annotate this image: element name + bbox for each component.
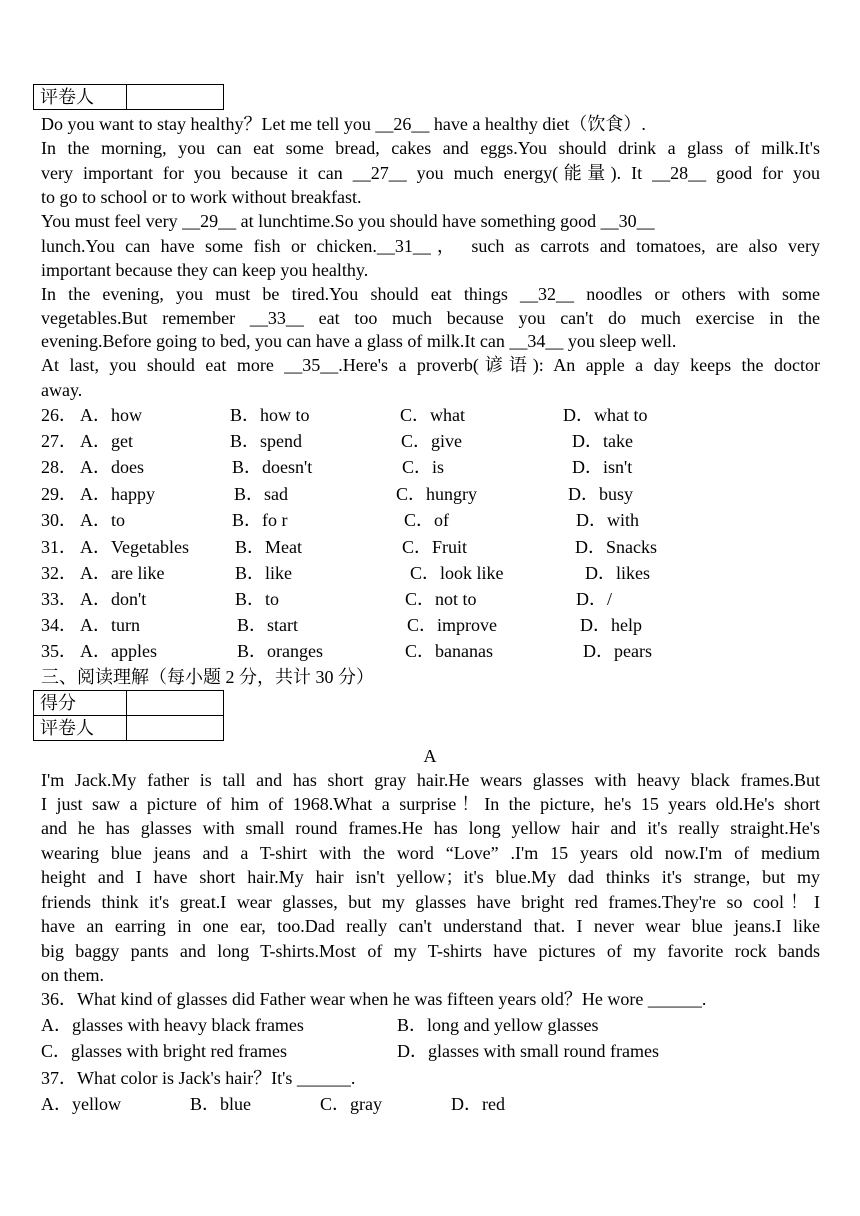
cloze-line: evening.Before going to bed, you can have a glass of milk.It can __34__ you sleep well.: [41, 331, 677, 351]
question-stem: 36．What kind of glasses did Father wear when he was fifteen years old？He wore ______.: [41, 989, 707, 1009]
option-c[interactable]: C．Fruit: [402, 537, 468, 557]
option-a[interactable]: A．glasses with heavy black frames: [41, 1015, 304, 1035]
option-b[interactable]: B．doesn't: [232, 457, 313, 477]
option-d[interactable]: D．with: [576, 510, 639, 530]
option-d[interactable]: D．what to: [563, 405, 648, 425]
option-a[interactable]: A．turn: [80, 615, 140, 635]
option-c[interactable]: C．look like: [410, 563, 504, 583]
option-d[interactable]: D．isn't: [572, 457, 633, 477]
score-blank-cell[interactable]: [127, 691, 224, 716]
option-c[interactable]: C．glasses with bright red frames: [41, 1041, 287, 1061]
option-b[interactable]: B．start: [237, 615, 298, 635]
cloze-line: At last, you should eat more __35__.Here's a proverb(谚语): An apple a day keeps the doctor: [41, 355, 820, 375]
option-b[interactable]: B．how to: [230, 405, 310, 425]
passage-line: and he has glasses with small round frames.He has long yellow hair and it's really straight.He's: [41, 818, 820, 838]
option-c[interactable]: C．hungry: [396, 484, 477, 504]
passage-letter: A: [423, 746, 437, 766]
option-d[interactable]: D．red: [451, 1094, 505, 1114]
passage-line: friends think it's great.I wear glasses, but my glasses have bright red frames.They're so cool！I: [41, 892, 820, 912]
option-a[interactable]: A．are like: [80, 563, 165, 583]
question-number: 29．: [41, 484, 77, 504]
passage-line: I'm Jack.My father is tall and has short gray hair.He wears glasses with heavy black frames.But: [41, 770, 820, 790]
option-c[interactable]: C．give: [401, 431, 462, 451]
question-number: 30．: [41, 510, 77, 530]
cloze-line: important because they can keep you healthy.: [41, 260, 369, 280]
cloze-line: Do you want to stay healthy？Let me tell you __26__ have a healthy diet（饮食）.: [41, 114, 646, 134]
question-number: 34．: [41, 615, 77, 635]
grader-label: 评卷人: [34, 85, 127, 110]
cloze-line: vegetables.But remember __33__ eat too much because you can't do much exercise in the: [41, 308, 820, 328]
option-d[interactable]: D．pears: [583, 641, 652, 661]
option-a[interactable]: A．happy: [80, 484, 155, 504]
option-a[interactable]: A．to: [80, 510, 125, 530]
option-d[interactable]: D．take: [572, 431, 633, 451]
option-c[interactable]: C．of: [404, 510, 449, 530]
option-d[interactable]: D．Snacks: [575, 537, 657, 557]
cloze-line: In the evening, you must be tired.You should eat things __32__ noodles or others with some: [41, 284, 820, 304]
option-b[interactable]: B．blue: [190, 1094, 251, 1114]
option-b[interactable]: B．Meat: [235, 537, 302, 557]
passage-line: have an earring in one ear, too.Dad really can't understand that. I never wear blue jeans.I like: [41, 916, 820, 936]
cloze-line: away.: [41, 380, 83, 400]
passage-line: on them.: [41, 965, 104, 985]
question-number: 32．: [41, 563, 77, 583]
cloze-line: to go to school or to work without breakfast.: [41, 187, 362, 207]
score-table: [33, 690, 224, 741]
question-number: 35．: [41, 641, 77, 661]
option-d[interactable]: D．help: [580, 615, 642, 635]
option-b[interactable]: B．sad: [234, 484, 288, 504]
section-heading: 三、阅读理解（每小题 2 分，共计 30 分）: [41, 667, 374, 687]
grader-label: 评卷人: [34, 716, 127, 741]
score-label: 得分: [34, 691, 127, 716]
option-d[interactable]: D．busy: [568, 484, 634, 504]
question-number: 31．: [41, 537, 77, 557]
option-a[interactable]: A．don't: [80, 589, 147, 609]
passage-line: I just saw a picture of him of 1968.What a surprise！In the picture, he's 15 years old.He's short: [41, 794, 820, 814]
passage-line: big baggy pants and long T-shirts.Most of my T-shirts have pictures of my favorite rock bands: [41, 941, 820, 961]
option-d[interactable]: D．glasses with small round frames: [397, 1041, 659, 1061]
question-number: 33．: [41, 589, 77, 609]
option-c[interactable]: C．improve: [407, 615, 497, 635]
option-d[interactable]: D．likes: [585, 563, 650, 583]
option-b[interactable]: B．fo r: [232, 510, 288, 530]
cloze-line: lunch.You can have some fish or chicken.__31__， such as carrots and tomatoes, are also very: [41, 236, 820, 256]
grader-blank-cell[interactable]: [127, 85, 224, 110]
passage-line: height and I have short hair.My hair isn't yellow；it's blue.My dad thinks it's strange, but my: [41, 867, 820, 887]
grader-table-top: [33, 84, 224, 110]
passage-line: wearing blue jeans and a T-shirt with the word “Love” .I'm 15 years old now.I'm of medium: [41, 843, 820, 863]
option-a[interactable]: A．does: [80, 457, 144, 477]
question-number: 28．: [41, 457, 77, 477]
cloze-line: very important for you because it can __27__ you much energy(能量). It __28__ good for you: [41, 163, 820, 183]
option-a[interactable]: A．Vegetables: [80, 537, 189, 557]
option-d[interactable]: D．/: [576, 589, 612, 609]
cloze-line: In the morning, you can eat some bread, cakes and eggs.You should drink a glass of milk.It's: [41, 138, 820, 158]
option-a[interactable]: A．how: [80, 405, 142, 425]
option-c[interactable]: C．gray: [320, 1094, 382, 1114]
cloze-line: You must feel very __29__ at lunchtime.So you should have something good __30__: [41, 211, 655, 231]
option-a[interactable]: A．yellow: [41, 1094, 121, 1114]
option-b[interactable]: B．oranges: [237, 641, 323, 661]
option-a[interactable]: A．get: [80, 431, 133, 451]
question-stem: 37．What color is Jack's hair？It's ______.: [41, 1068, 356, 1088]
option-a[interactable]: A．apples: [80, 641, 157, 661]
option-b[interactable]: B．long and yellow glasses: [397, 1015, 599, 1035]
question-number: 27．: [41, 431, 77, 451]
option-b[interactable]: B．like: [235, 563, 292, 583]
option-c[interactable]: C．what: [400, 405, 465, 425]
option-c[interactable]: C．is: [402, 457, 445, 477]
option-b[interactable]: B．spend: [230, 431, 302, 451]
grader-blank-cell[interactable]: [127, 716, 224, 741]
option-c[interactable]: C．bananas: [405, 641, 493, 661]
option-c[interactable]: C．not to: [405, 589, 477, 609]
question-number: 26．: [41, 405, 77, 425]
option-b[interactable]: B．to: [235, 589, 280, 609]
